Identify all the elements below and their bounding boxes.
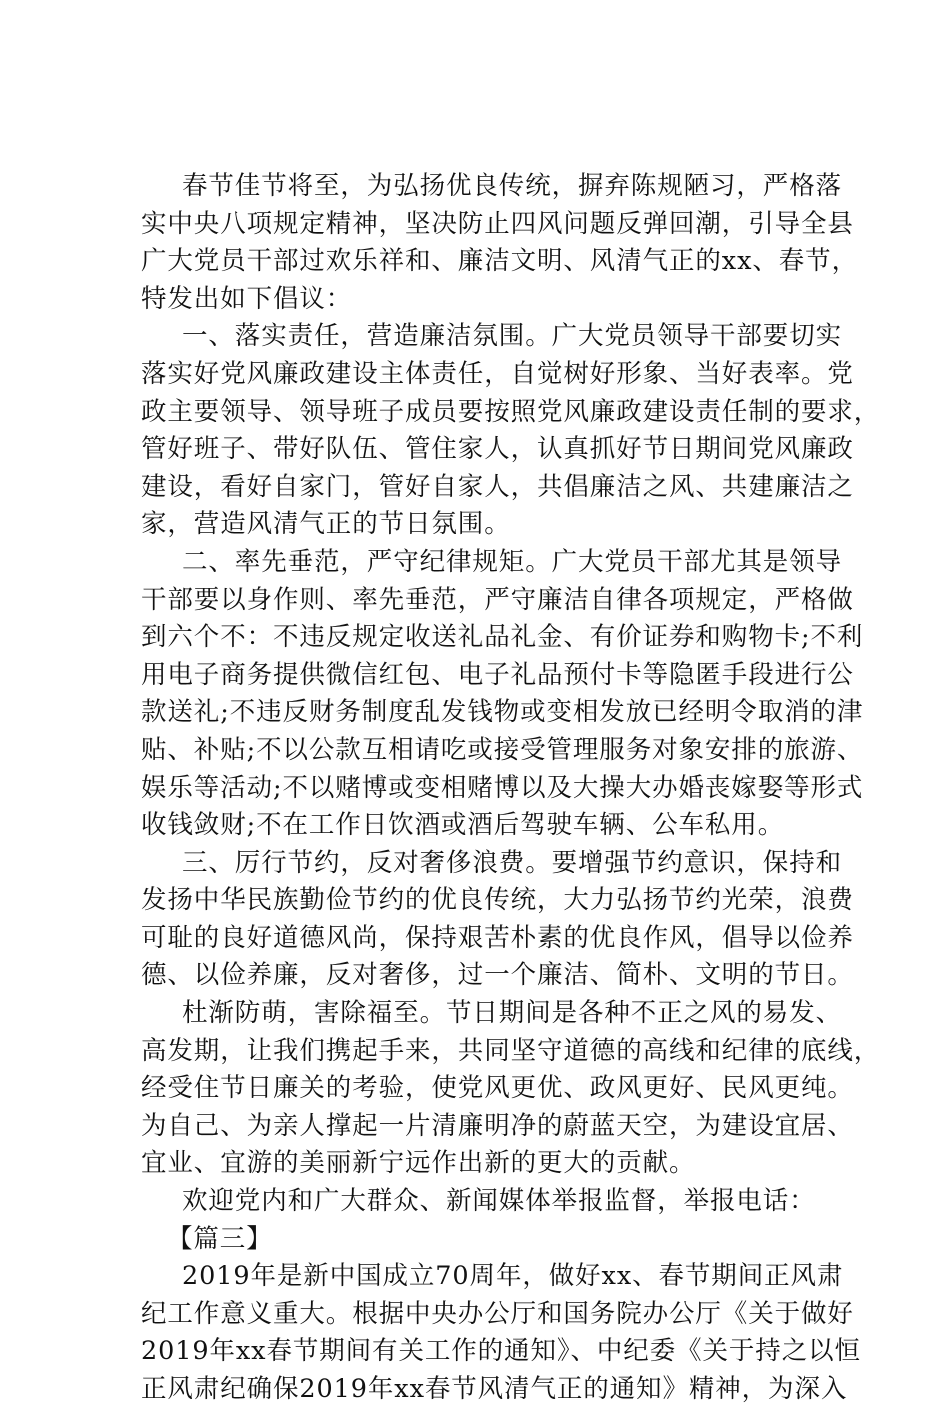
paragraph-line: 正风肃纪确保2019年xx春节风清气正的通知》精神，为深入 (141, 1374, 848, 1404)
paragraph-line: 家，营造风清气正的节日氛围。 (141, 509, 511, 540)
paragraph-line: 到六个不：不违反规定收送礼品礼金、有价证券和购物卡;不利 (141, 622, 864, 653)
paragraph-line: 德、以俭养廉，反对奢侈，过一个廉洁、简朴、文明的节日。 (141, 960, 854, 991)
paragraph-line: 干部要以身作则、率先垂范，严守廉洁自律各项规定，严格做 (141, 584, 854, 615)
paragraph-line: 一、落实责任，营造廉洁氛围。广大党员领导干部要切实 (182, 321, 843, 352)
paragraph-line: 落实好党风廉政建设主体责任，自觉树好形象、当好表率。党 (141, 358, 854, 389)
paragraph-line: 纪工作意义重大。根据中央办公厅和国务院办公厅《关于做好 (141, 1298, 854, 1329)
paragraph-line: 特发出如下倡议： (141, 283, 353, 314)
paragraph-line: 欢迎党内和广大群众、新闻媒体举报监督，举报电话： (182, 1186, 816, 1217)
paragraph-line: 经受住节日廉关的考验，使党风更优、政风更好、民风更纯。 (141, 1073, 854, 1104)
paragraph-line: 三、厉行节约，反对奢侈浪费。要增强节约意识，保持和 (182, 847, 843, 878)
paragraph-line: 贴、补贴;不以公款互相请吃或接受管理服务对象安排的旅游、 (141, 734, 864, 765)
paragraph-line: 为自己、为亲人撑起一片清廉明净的蔚蓝天空，为建设宜居、 (141, 1110, 854, 1141)
paragraph-line: 实中央八项规定精神，坚决防止四风问题反弹回潮，引导全县 (141, 208, 854, 239)
paragraph-line: 娱乐等活动;不以赌博或变相赌博以及大操大办婚丧嫁娶等形式 (141, 772, 864, 803)
paragraph-line: 可耻的良好道德风尚，保持艰苦朴素的优良作风，倡导以俭养 (141, 922, 854, 953)
paragraph-line: 2019年xx春节期间有关工作的通知》、中纪委《关于持之以恒 (141, 1336, 861, 1367)
paragraph-line: 二、率先垂范，严守纪律规矩。广大党员干部尤其是领导 (182, 546, 843, 577)
paragraph-line: 收钱敛财;不在工作日饮酒或酒后驾驶车辆、公车私用。 (141, 810, 785, 841)
paragraph-line: 2019年是新中国成立70周年，做好xx、春节期间正风肃 (182, 1261, 844, 1292)
paragraph-line: 广大党员干部过欢乐祥和、廉洁文明、风清气正的xx、春节， (141, 246, 858, 277)
paragraph-line: 杜渐防萌，害除福至。节日期间是各种不正之风的易发、 (182, 998, 843, 1029)
paragraph-line: 管好班子、带好队伍、管住家人，认真抓好节日期间党风廉政 (141, 434, 854, 465)
paragraph-line: 政主要领导、领导班子成员要按照党风廉政建设责任制的要求， (141, 396, 881, 427)
paragraph-line: 建设，看好自家门，管好自家人，共倡廉洁之风、共建廉洁之 (141, 471, 854, 502)
paragraph-line: 高发期，让我们携起手来，共同坚守道德的高线和纪律的底线， (141, 1035, 881, 1066)
paragraph-line: 春节佳节将至，为弘扬优良传统，摒弃陈规陋习，严格落 (182, 171, 843, 201)
document-body (141, 168, 881, 1409)
paragraph-line: 发扬中华民族勤俭节约的优良传统，大力弘扬节约光荣，浪费 (141, 885, 854, 916)
paragraph-line: 款送礼;不违反财务制度乱发钱物或变相发放已经明令取消的津 (141, 697, 864, 728)
paragraph-line: 宜业、宜游的美丽新宁远作出新的更大的贡献。 (141, 1148, 696, 1179)
section-heading: 【篇三】 (167, 1223, 273, 1254)
paragraph-line: 用电子商务提供微信红包、电子礼品预付卡等隐匿手段进行公 (141, 659, 854, 690)
